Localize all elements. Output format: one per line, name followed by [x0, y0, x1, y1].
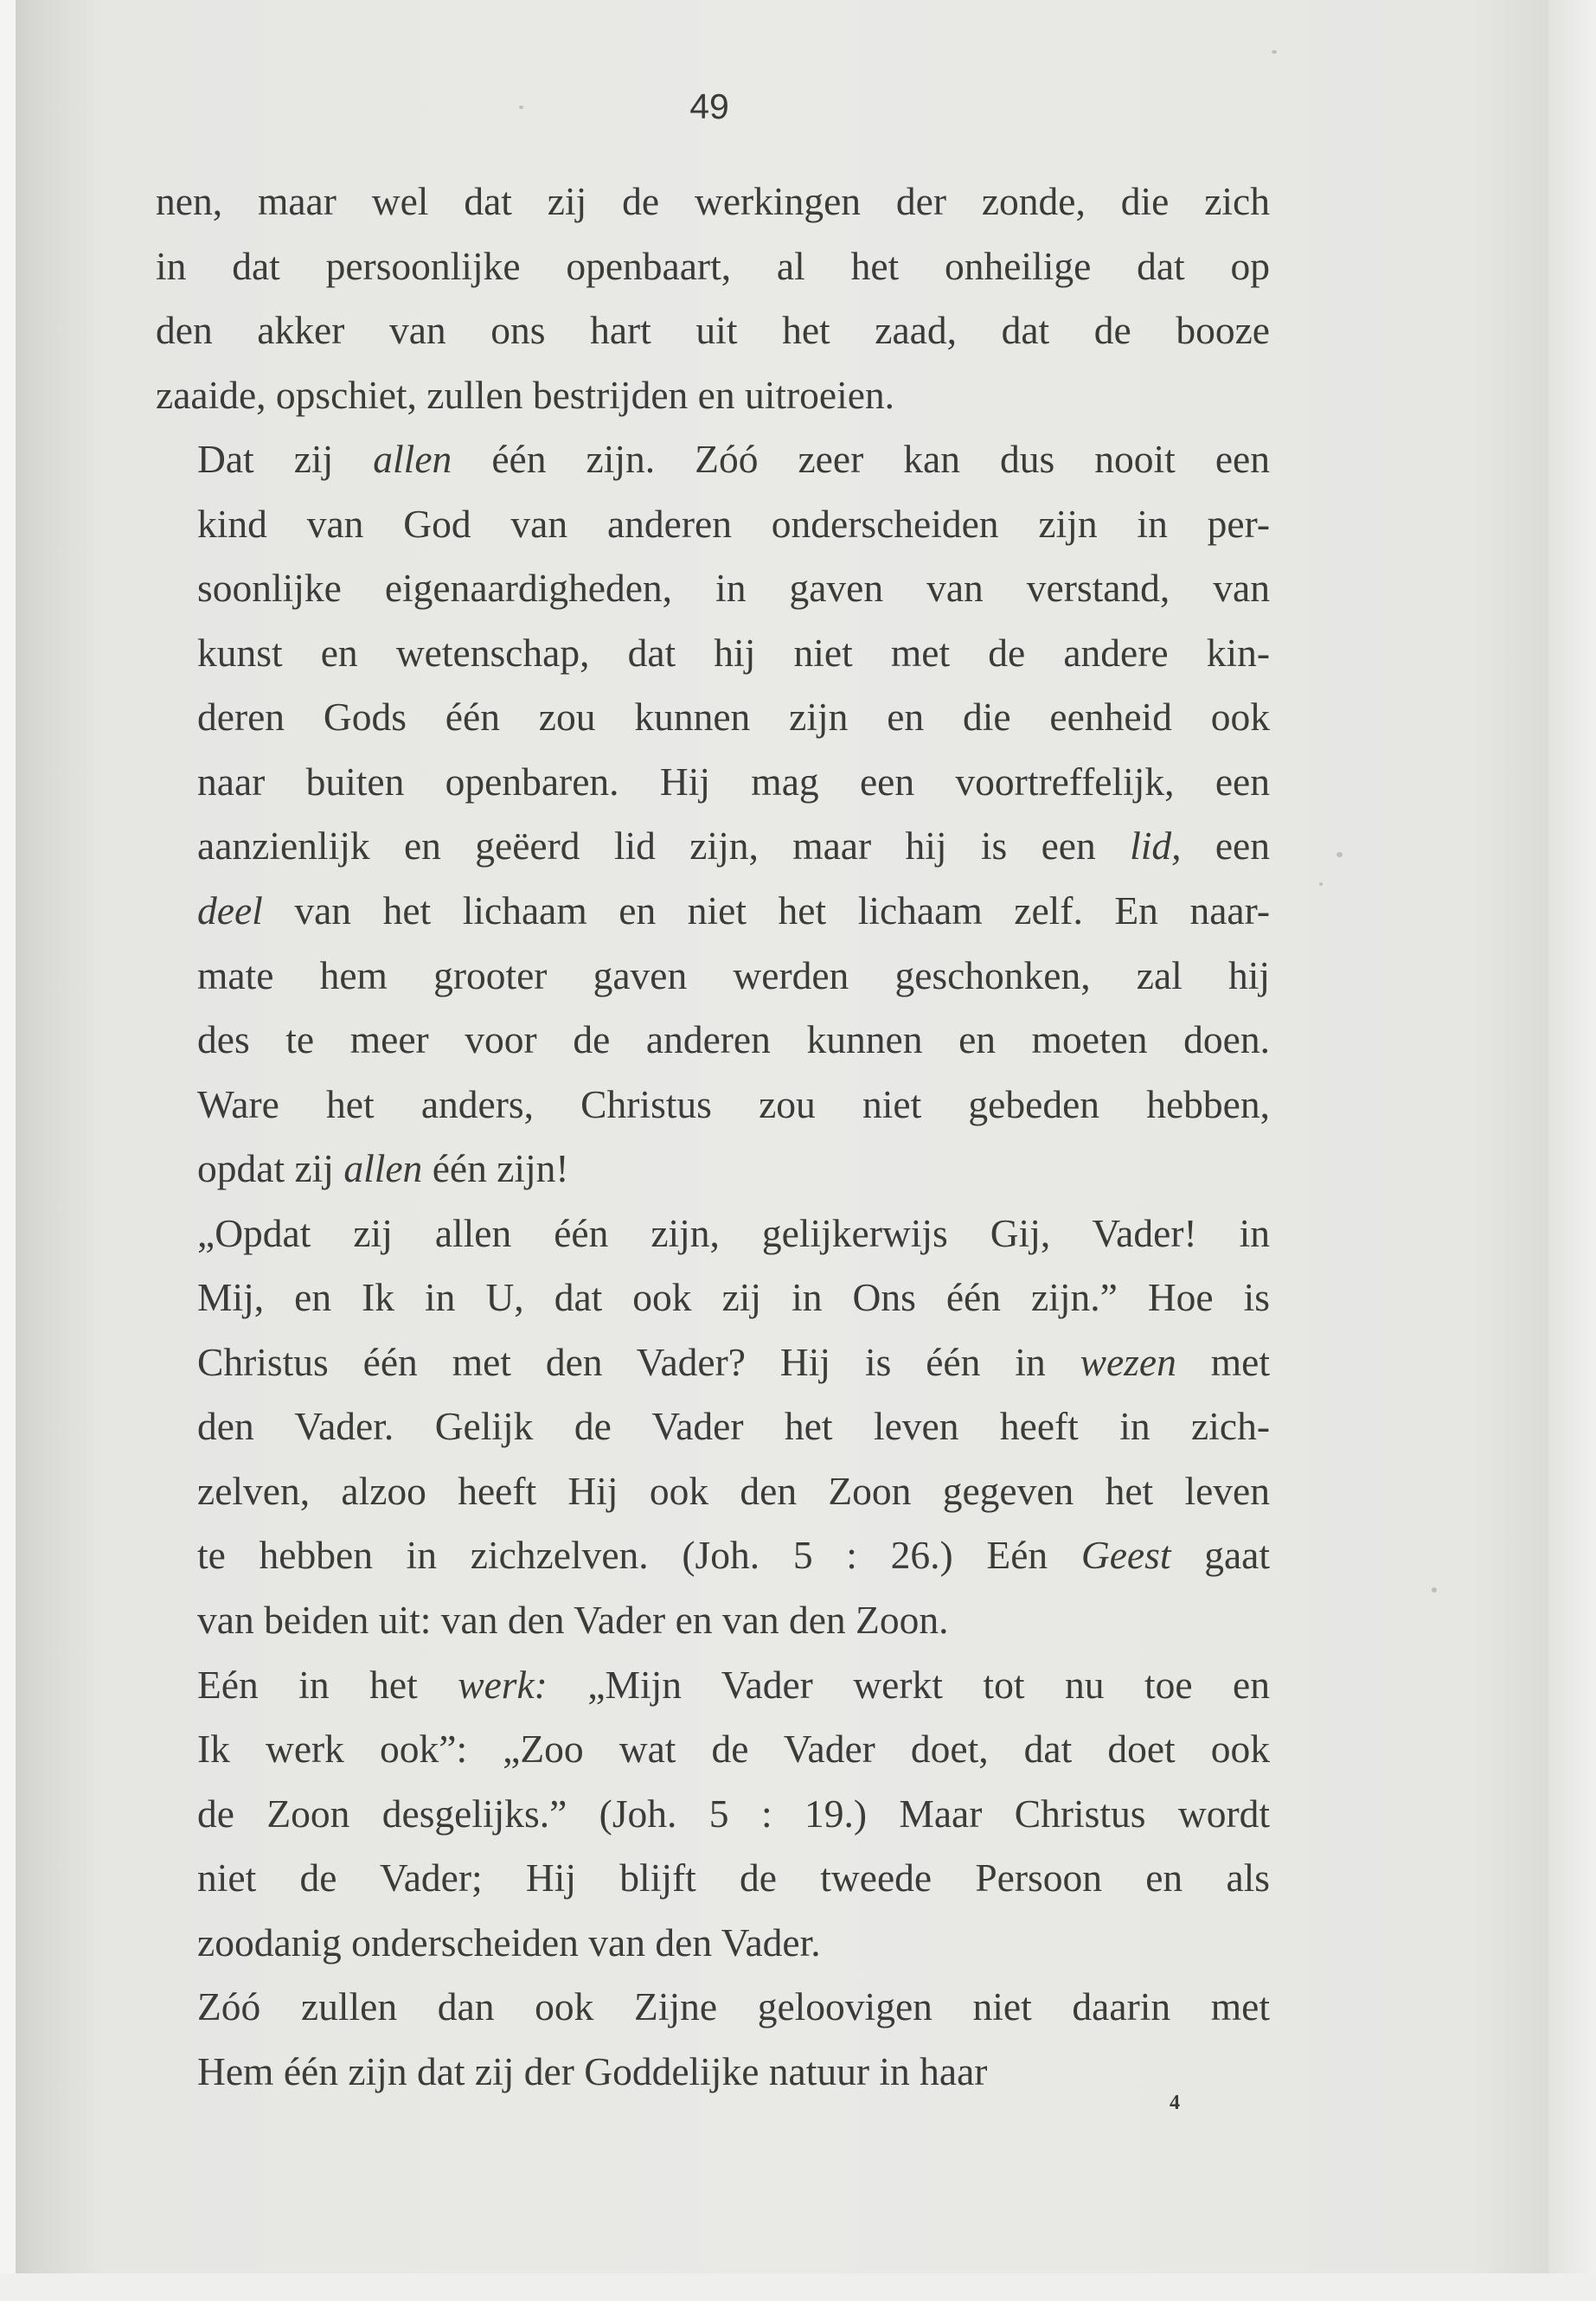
- scan-speck: [1272, 50, 1277, 54]
- scan-speck: [519, 106, 523, 109]
- text-line: [156, 1073, 1270, 1138]
- text-run: zelven, alzoo heeft Hij ook den Zoon gegeven het leven: [197, 1468, 1270, 1513]
- text-line: [156, 1782, 1270, 1847]
- scan-left-edge: [0, 0, 16, 2301]
- text-line: [156, 1911, 1270, 1976]
- text-line: [156, 492, 1270, 557]
- text-run: den akker van ons hart uit het zaad, dat de booze: [156, 308, 1270, 353]
- text-run: Mij, en Ik in U, dat ook zij in Ons één zijn.” Hoe is: [197, 1275, 1270, 1320]
- italic-word: Geest: [1080, 1533, 1171, 1578]
- italic-word: deel: [197, 888, 263, 933]
- text-line: [156, 2040, 1270, 2105]
- text-run: des te meer voor de anderen kunnen en moeten doen.: [197, 1017, 1270, 1062]
- text-run: soonlijke eigenaardigheden, in gaven van verstand, van: [197, 566, 1270, 611]
- text-line: [156, 1137, 1270, 1202]
- text-run: aanzienlijk en geëerd lid zijn, maar hij is een: [197, 824, 1131, 868]
- paragraph: [156, 427, 1270, 1202]
- text-run: één zijn!: [422, 1146, 569, 1191]
- text-run: Ware het anders, Christus zou niet gebeden hebben,: [197, 1081, 1270, 1126]
- italic-word: wezen: [1080, 1339, 1176, 1384]
- page-number: 49: [689, 87, 729, 126]
- text-run: de Zoon desgelijks.” (Joh. 5 : 19.) Maar Christus wordt: [197, 1791, 1270, 1836]
- text-run: Eén in het: [197, 1662, 458, 1707]
- paragraph: [156, 1975, 1270, 2104]
- text-line: [156, 1846, 1270, 1911]
- scan-right-edge: [1548, 0, 1596, 2301]
- text-line: [156, 1975, 1270, 2040]
- text-line: [156, 944, 1270, 1009]
- text-run: één zijn. Zóó zeer kan dus nooit een: [452, 437, 1270, 482]
- text-line: [156, 879, 1270, 944]
- italic-word: lid,: [1130, 824, 1182, 868]
- text-run: Hem één zijn dat zij der Goddelijke natuur in haar: [197, 2048, 988, 2093]
- text-run: Christus één met den Vader? Hij is één in: [197, 1339, 1080, 1384]
- text-line: [156, 621, 1270, 686]
- text-run: „Opdat zij allen één zijn, gelijkerwijs Gij, Vader! in: [197, 1210, 1270, 1255]
- text-run: zaaide, opschiet, zullen bestrijden en uitroeien.: [156, 372, 895, 417]
- text-run: deren Gods één zou kunnen zijn en die eenheid ook: [197, 695, 1270, 740]
- text-run: opdat zij: [197, 1146, 344, 1191]
- text-run: mate hem grooter gaven werden geschonken, zal hij: [197, 952, 1270, 997]
- text-run: kunst en wetenschap, dat hij niet met de andere kin-: [197, 630, 1270, 675]
- italic-word: allen: [373, 437, 452, 482]
- text-run: gaat: [1170, 1533, 1270, 1578]
- text-run: van beiden uit: van den Vader en van den Zoon.: [197, 1598, 949, 1643]
- text-run: Ik werk ook”: „Zoo wat de Vader doet, dat doet ook: [197, 1727, 1270, 1772]
- text-run: te hebben in zichzelven. (Joh. 5 : 26.) Eén: [197, 1533, 1081, 1578]
- text-run: Zóó zullen dan ook Zijne geloovigen niet daarin met: [197, 1984, 1270, 2029]
- text-run: kind van God van anderen onderscheiden zijn in per-: [197, 501, 1270, 546]
- text-line: [156, 1588, 1270, 1653]
- paragraph: [156, 1653, 1270, 1976]
- text-line: [156, 1394, 1270, 1459]
- text-run: met: [1176, 1339, 1271, 1384]
- text-line: [156, 556, 1270, 621]
- text-line: [156, 1330, 1270, 1395]
- text-run: naar buiten openbaren. Hij mag een voortreffelijk, een: [197, 759, 1270, 804]
- text-run: niet de Vader; Hij blijft de tweede Persoon en als: [197, 1856, 1270, 1900]
- text-line: [156, 298, 1270, 363]
- body-text: [156, 170, 1270, 2104]
- text-run: den Vader. Gelijk de Vader het leven heeft in zich-: [197, 1404, 1270, 1449]
- text-line: [156, 427, 1270, 492]
- text-line: [156, 1202, 1270, 1266]
- text-run: nen, maar wel dat zij de werkingen der zonde, die zich: [156, 179, 1270, 223]
- text-run: „Mijn Vader werkt tot nu toe en: [547, 1662, 1270, 1707]
- italic-word: werk:: [458, 1662, 548, 1707]
- text-line: [156, 1008, 1270, 1073]
- text-run: Dat zij: [197, 437, 374, 482]
- text-line: [156, 1653, 1270, 1718]
- scan-speck: [1319, 882, 1323, 886]
- text-run: een: [1181, 824, 1270, 868]
- paragraph: [156, 170, 1270, 427]
- text-line: [156, 1266, 1270, 1330]
- text-line: [156, 750, 1270, 815]
- text-line: [156, 1717, 1270, 1782]
- text-line: [156, 170, 1270, 234]
- scan-speck: [1432, 1587, 1437, 1593]
- paragraph: [156, 1202, 1270, 1653]
- text-line: [156, 1523, 1270, 1588]
- text-line: [156, 1459, 1270, 1524]
- text-run: zoodanig onderscheiden van den Vader.: [197, 1920, 821, 1965]
- italic-word: allen: [343, 1146, 423, 1191]
- text-line: [156, 234, 1270, 299]
- signature-mark: 4: [1170, 2092, 1180, 2114]
- text-line: [156, 363, 1270, 428]
- text-line: [156, 685, 1270, 750]
- text-run: van het lichaam en niet het lichaam zelf. En naar-: [262, 888, 1270, 933]
- scan-speck: [1336, 852, 1343, 857]
- scan-bottom-edge: [0, 2273, 1596, 2301]
- text-run: in dat persoonlijke openbaart, al het onheilige dat op: [156, 243, 1270, 288]
- text-line: [156, 814, 1270, 879]
